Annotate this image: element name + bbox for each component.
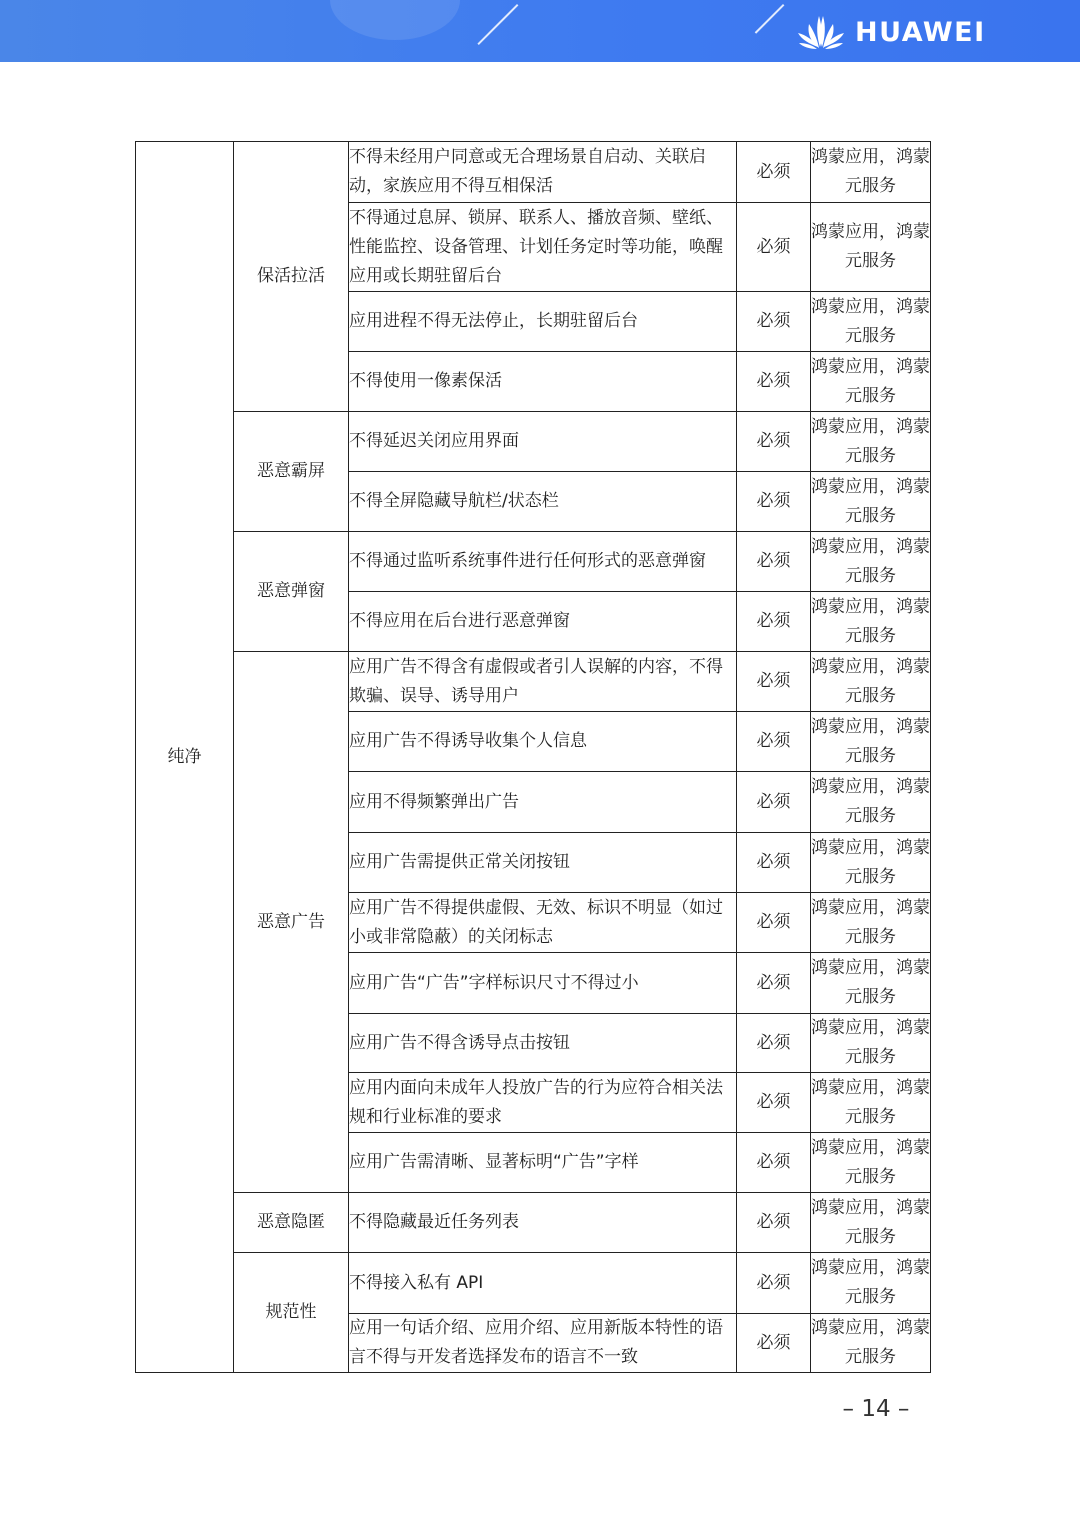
requirement-cell: 应用内面向未成年人投放广告的行为应符合相关法规和行业标准的要求 xyxy=(349,1073,737,1133)
scope-cell: 鸿蒙应用，鸿蒙元服务 xyxy=(811,712,931,772)
banner-slash-decoration xyxy=(477,4,518,45)
level-cell: 必须 xyxy=(737,142,811,203)
requirement-cell: 应用一句话介绍、应用介绍、应用新版本特性的语言不得与开发者选择发布的语言不一致 xyxy=(349,1314,737,1373)
table-row xyxy=(136,1193,931,1253)
requirement-cell: 不得全屏隐藏导航栏/状态栏 xyxy=(349,472,737,532)
scope-cell: 鸿蒙应用，鸿蒙元服务 xyxy=(811,1193,931,1253)
requirement-cell: 应用广告“广告”字样标识尺寸不得过小 xyxy=(349,953,737,1014)
scope-cell: 鸿蒙应用，鸿蒙元服务 xyxy=(811,352,931,412)
scope-cell: 鸿蒙应用，鸿蒙元服务 xyxy=(811,652,931,712)
requirement-cell: 应用不得频繁弹出广告 xyxy=(349,772,737,833)
requirement-cell: 不得未经用户同意或无合理场景自启动、关联启动，家族应用不得互相保活 xyxy=(349,142,737,203)
scope-cell: 鸿蒙应用，鸿蒙元服务 xyxy=(811,203,931,292)
table-row xyxy=(136,652,931,712)
huawei-petal-icon xyxy=(797,14,845,50)
table-row xyxy=(136,532,931,592)
huawei-logo xyxy=(797,14,986,50)
requirement-cell: 应用广告不得诱导收集个人信息 xyxy=(349,712,737,772)
scope-cell: 鸿蒙应用，鸿蒙元服务 xyxy=(811,772,931,833)
scope-cell: 鸿蒙应用，鸿蒙元服务 xyxy=(811,833,931,893)
subcategory-cell: 保活拉活 xyxy=(234,142,349,412)
level-cell: 必须 xyxy=(737,1314,811,1373)
category-cell: 纯净 xyxy=(136,142,234,1373)
scope-cell: 鸿蒙应用，鸿蒙元服务 xyxy=(811,1014,931,1073)
requirements-table xyxy=(135,141,931,1373)
level-cell: 必须 xyxy=(737,1073,811,1133)
banner-decoration xyxy=(330,0,460,40)
scope-cell: 鸿蒙应用，鸿蒙元服务 xyxy=(811,953,931,1014)
requirement-cell: 不得接入私有 API xyxy=(349,1253,737,1314)
scope-cell: 鸿蒙应用，鸿蒙元服务 xyxy=(811,1133,931,1193)
level-cell: 必须 xyxy=(737,712,811,772)
subcategory-cell: 恶意霸屏 xyxy=(234,412,349,532)
requirement-cell: 不得通过监听系统事件进行任何形式的恶意弹窗 xyxy=(349,532,737,592)
table-row xyxy=(136,1253,931,1314)
subcategory-cell: 恶意隐匿 xyxy=(234,1193,349,1253)
level-cell: 必须 xyxy=(737,352,811,412)
scope-cell: 鸿蒙应用，鸿蒙元服务 xyxy=(811,1314,931,1373)
level-cell: 必须 xyxy=(737,1014,811,1073)
requirement-cell: 不得延迟关闭应用界面 xyxy=(349,412,737,472)
header-banner xyxy=(0,0,1080,62)
level-cell: 必须 xyxy=(737,953,811,1014)
scope-cell: 鸿蒙应用，鸿蒙元服务 xyxy=(811,472,931,532)
subcategory-cell: 恶意弹窗 xyxy=(234,532,349,652)
level-cell: 必须 xyxy=(737,652,811,712)
level-cell: 必须 xyxy=(737,412,811,472)
page-number: – 14 – xyxy=(842,1396,910,1422)
requirement-cell: 应用广告不得提供虚假、无效、标识不明显（如过小或非常隐蔽）的关闭标志 xyxy=(349,893,737,953)
requirement-cell: 应用广告需提供正常关闭按钮 xyxy=(349,833,737,893)
requirement-cell: 应用进程不得无法停止，长期驻留后台 xyxy=(349,292,737,352)
requirement-cell: 不得隐藏最近任务列表 xyxy=(349,1193,737,1253)
requirement-cell: 不得应用在后台进行恶意弹窗 xyxy=(349,592,737,652)
table-row xyxy=(136,142,931,203)
table-row xyxy=(136,412,931,472)
requirement-cell: 不得通过息屏、锁屏、联系人、播放音频、壁纸、性能监控、设备管理、计划任务定时等功能，唤醒应用或长期驻留后台 xyxy=(349,203,737,292)
level-cell: 必须 xyxy=(737,532,811,592)
requirement-cell: 应用广告不得含有虚假或者引人误解的内容，不得欺骗、误导、诱导用户 xyxy=(349,652,737,712)
level-cell: 必须 xyxy=(737,292,811,352)
level-cell: 必须 xyxy=(737,592,811,652)
scope-cell: 鸿蒙应用，鸿蒙元服务 xyxy=(811,1073,931,1133)
scope-cell: 鸿蒙应用，鸿蒙元服务 xyxy=(811,412,931,472)
level-cell: 必须 xyxy=(737,1253,811,1314)
level-cell: 必须 xyxy=(737,472,811,532)
level-cell: 必须 xyxy=(737,203,811,292)
level-cell: 必须 xyxy=(737,772,811,833)
requirement-cell: 应用广告不得含诱导点击按钮 xyxy=(349,1014,737,1073)
level-cell: 必须 xyxy=(737,1133,811,1193)
level-cell: 必须 xyxy=(737,1193,811,1253)
scope-cell: 鸿蒙应用，鸿蒙元服务 xyxy=(811,532,931,592)
scope-cell: 鸿蒙应用，鸿蒙元服务 xyxy=(811,893,931,953)
brand-name: HUAWEI xyxy=(855,16,986,48)
scope-cell: 鸿蒙应用，鸿蒙元服务 xyxy=(811,142,931,203)
scope-cell: 鸿蒙应用，鸿蒙元服务 xyxy=(811,1253,931,1314)
banner-slash-decoration xyxy=(755,4,785,34)
scope-cell: 鸿蒙应用，鸿蒙元服务 xyxy=(811,292,931,352)
subcategory-cell: 规范性 xyxy=(234,1253,349,1373)
level-cell: 必须 xyxy=(737,833,811,893)
scope-cell: 鸿蒙应用，鸿蒙元服务 xyxy=(811,592,931,652)
level-cell: 必须 xyxy=(737,893,811,953)
subcategory-cell: 恶意广告 xyxy=(234,652,349,1193)
requirement-cell: 应用广告需清晰、显著标明“广告”字样 xyxy=(349,1133,737,1193)
requirement-cell: 不得使用一像素保活 xyxy=(349,352,737,412)
